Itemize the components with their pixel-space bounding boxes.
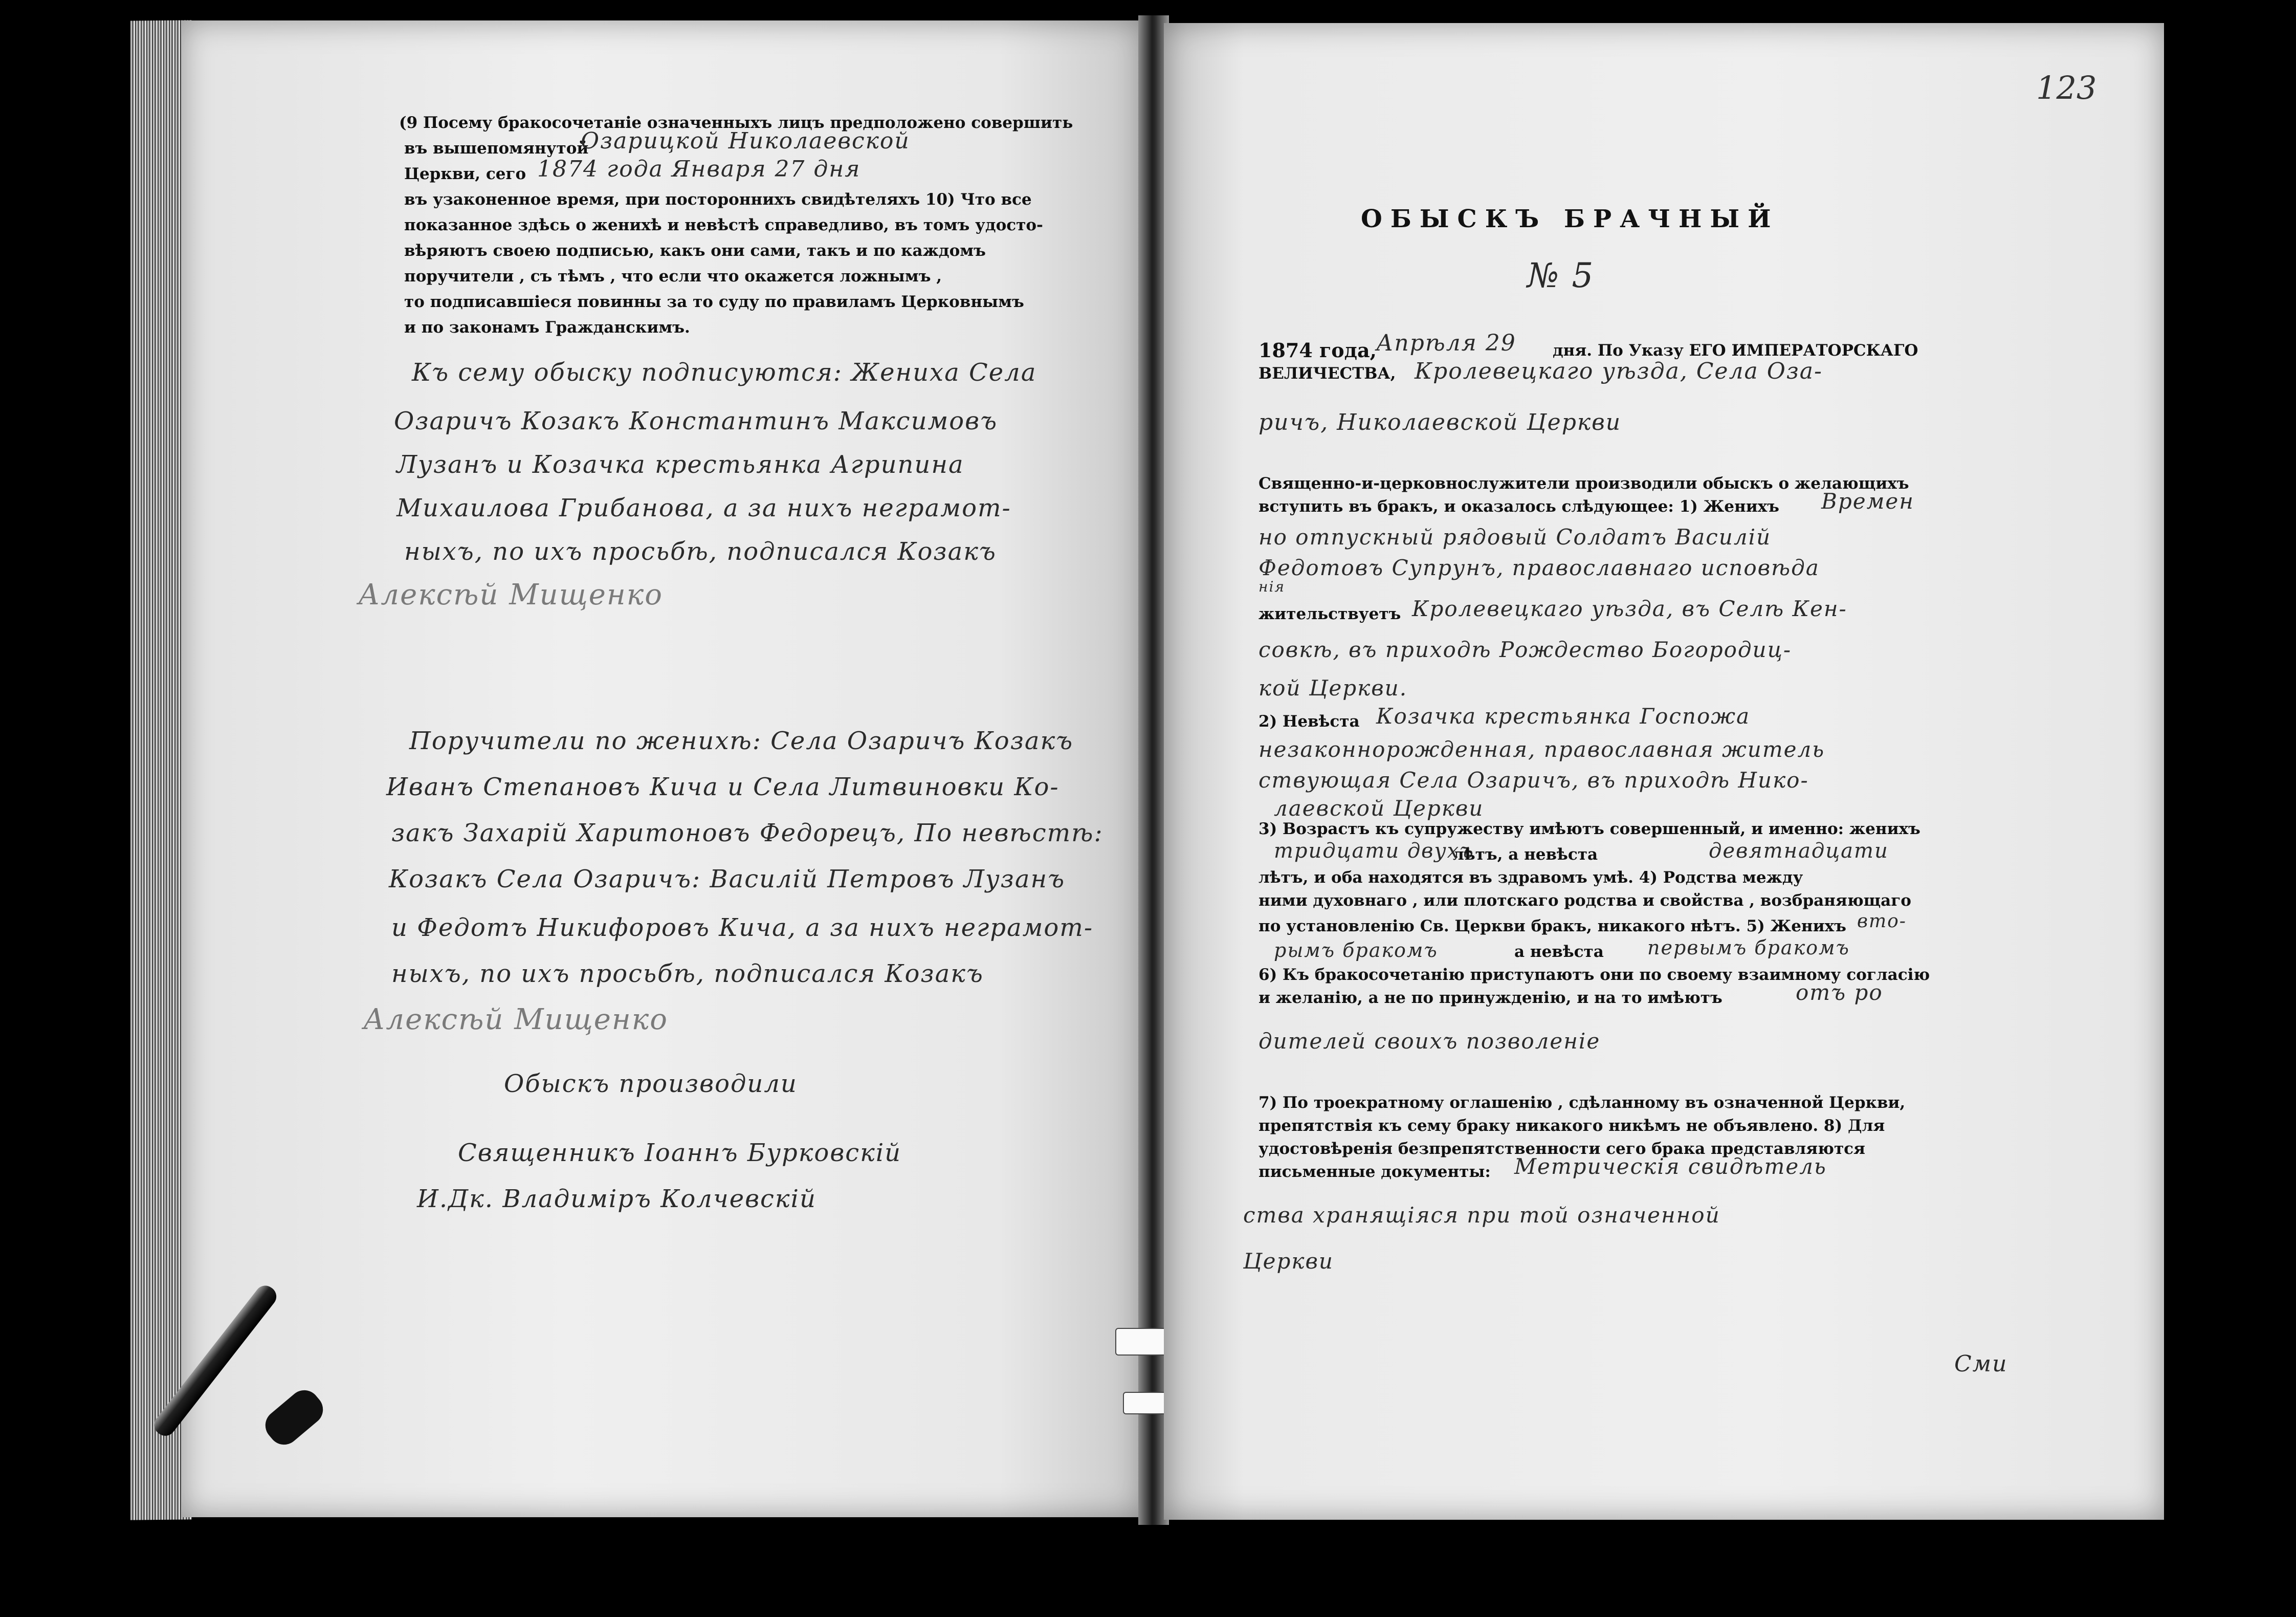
record-date: Апрѣля 29 — [1376, 330, 1516, 356]
bride-label: 2) Невѣста — [1259, 712, 1360, 731]
examiners-heading: Обыскъ производили — [504, 1069, 798, 1098]
consent-hand-1: отъ ро — [1796, 980, 1883, 1005]
print-line-4: въ узаконенное время, при постороннихъ свидѣтеляхъ 10) Что все — [404, 190, 1032, 209]
hand-church-name: Озарицкой Николаевской — [581, 128, 910, 154]
guarantor-line-4: Козакъ Села Озаричъ: Василій Петровъ Лузанъ — [389, 865, 1066, 893]
docs-hand-3: Церкви — [1243, 1249, 1334, 1274]
signature-line-4: Михаилова Грибанова, а за нихъ неграмот- — [396, 494, 1011, 522]
groom-hand-4: нія — [1259, 578, 1285, 595]
margin-mark: Сми — [1954, 1351, 2008, 1377]
print-line-8: то подписавшіеся повинны за то суду по правиламъ Церковнымъ — [404, 293, 1024, 311]
print-line-9: и по законамъ Гражданскимъ. — [404, 318, 690, 337]
residence-hand-1: Кролевецкаго уѣзда, въ Селѣ Кен- — [1412, 596, 1847, 621]
bride-hand-3: ствующая Села Озаричъ, въ приходѣ Нико- — [1259, 768, 1809, 793]
kinship-line: ними духовнаго , или плотскаго родства и свойства , возбраняющаго — [1259, 891, 1911, 910]
church-law-line: по установленію Св. Церкви бракъ, никакого нѣтъ. 5) Женихъ — [1259, 917, 1846, 935]
age-line: 3) Возрастъ къ супружеству имѣютъ совершенный, и именно: женихъ — [1259, 820, 1920, 838]
groom-hand-2: но отпускный рядовый Солдатъ Василій — [1259, 525, 1772, 550]
guarantor-line-2: Иванъ Степановъ Кича и Села Литвиновки Ко- — [386, 773, 1059, 801]
groom-intro: вступить въ бракъ, и оказалось слѣдующее: 1) Женихъ — [1259, 497, 1779, 516]
print-line-1: (9 Посему бракосочетаніе означенныхъ лицъ предположено совершить — [399, 114, 1073, 132]
groom-hand-1: Времен — [1821, 489, 1914, 514]
residence-hand-2: совкѣ, въ приходѣ Рождество Богородиц- — [1259, 637, 1792, 662]
majesty-line: ВЕЛИЧЕСТВА, — [1259, 364, 1396, 383]
groom-marriage-hand-2: рымъ бракомъ — [1274, 939, 1438, 962]
documents-line: удостовѣренія безпрепятственности сего брака представляются — [1259, 1140, 1865, 1158]
signature-line-6: Алексѣй Мищенко — [358, 578, 663, 611]
guarantor-line-7: Алексѣй Мищенко — [363, 1003, 668, 1036]
years-bride-line: лѣтъ, а невѣста — [1453, 845, 1598, 864]
guarantor-line-6: ныхъ, по ихъ просьбѣ, подписался Козакъ — [391, 959, 984, 988]
written-docs-label: письменные документы: — [1259, 1163, 1491, 1181]
residence-hand-3: кой Церкви. — [1259, 675, 1408, 701]
banns-line: 7) По троекратному оглашенію , сдѣланному въ означенной Церкви, — [1259, 1094, 1906, 1112]
signature-line-2: Озаричъ Козакъ Константинъ Максимовъ — [394, 407, 998, 435]
decree-line: дня. По Указу ЕГО ИМПЕРАТОРСКАГО — [1553, 341, 1918, 360]
print-line-3: Церкви, сего — [404, 165, 526, 183]
bride-hand-1: Козачка крестьянка Госпожа — [1376, 704, 1751, 729]
record-number: № 5 — [1527, 256, 1595, 295]
docs-hand-1: Метрическія свидѣтель — [1514, 1154, 1827, 1179]
print-line-6: вѣряютъ своею подписью, какъ они сами, такъ и по каждомъ — [404, 242, 986, 260]
bride-hand-4: лаевской Церкви — [1274, 796, 1484, 821]
print-line-2: въ вышепомянутой — [404, 139, 589, 158]
document-title: ОБЫСКЪ БРАЧНЫЙ — [1361, 205, 1779, 233]
groom-hand-3: Федотовъ Супрунъ, православнаго исповѣда — [1259, 555, 1820, 580]
print-line-5: показанное здѣсь о женихѣ и невѣстѣ справедливо, въ томъ удосто- — [404, 216, 1043, 234]
clergy-line: Священно-и-церковнослужители производили обыскъ о желающихъ — [1259, 474, 1909, 493]
deacon-signature: И.Дк. Владиміръ Колчевскій — [417, 1185, 816, 1213]
church-hand: ричъ, Николаевской Церкви — [1259, 409, 1622, 435]
sane-line: лѣтъ, и оба находятся въ здравомъ умѣ. 4) Родства между — [1259, 868, 1803, 887]
bride-marriage-hand: первымъ бракомъ — [1647, 936, 1850, 959]
groom-marriage-hand: вто- — [1857, 911, 1907, 932]
bride-marriage-label: а невѣста — [1514, 943, 1604, 961]
consent-line: 6) Къ бракосочетанію приступаютъ они по своему взаимному согласію — [1259, 966, 1930, 984]
guarantor-line-3: закъ Захарій Харитоновъ Федорецъ, По невѣстѣ: — [391, 819, 1103, 847]
guarantor-line-5: и Федотъ Никифоровъ Кича, а за нихъ неграмот- — [391, 913, 1094, 942]
guarantor-line-1: Поручители по женихѣ: Села Озаричъ Козакъ — [409, 727, 1074, 755]
docs-hand-2: ства хранящіяся при той означенной — [1243, 1203, 1720, 1228]
groom-age: тридцати двухъ — [1274, 839, 1474, 863]
no-obstacle-line: препятствія къ сему браку никакого никѣмъ не объявлено. 8) Для — [1259, 1117, 1885, 1135]
signature-line-5: ныхъ, по ихъ просьбѣ, подписался Козакъ — [404, 537, 997, 566]
bride-age: девятнадцати — [1709, 839, 1889, 863]
signature-line-3: Лузанъ и Козачка крестьянка Агрипина — [396, 450, 964, 479]
residence-label: жительствуетъ — [1259, 605, 1401, 623]
year-print: 1874 года, — [1259, 339, 1377, 362]
consent-hand-2: дителей своихъ позволеніе — [1259, 1029, 1601, 1054]
district-hand: Кролевецкаго уѣзда, Села Оза- — [1415, 358, 1823, 384]
priest-signature: Священникъ Іоаннъ Бурковскій — [458, 1139, 902, 1167]
consent-line-2: и желанію, а не по принужденію, и на то имѣютъ — [1259, 989, 1723, 1007]
hand-date: 1874 года Января 27 дня — [537, 156, 861, 182]
page-number: 123 — [2036, 69, 2097, 106]
signature-line-1: Къ сему обыску подписуются: Жениха Села — [412, 358, 1037, 387]
print-line-7: поручители , съ тѣмъ , что если что окажется ложнымъ , — [404, 267, 942, 286]
bride-hand-2: незаконнорожденная, православная житель — [1259, 737, 1825, 762]
